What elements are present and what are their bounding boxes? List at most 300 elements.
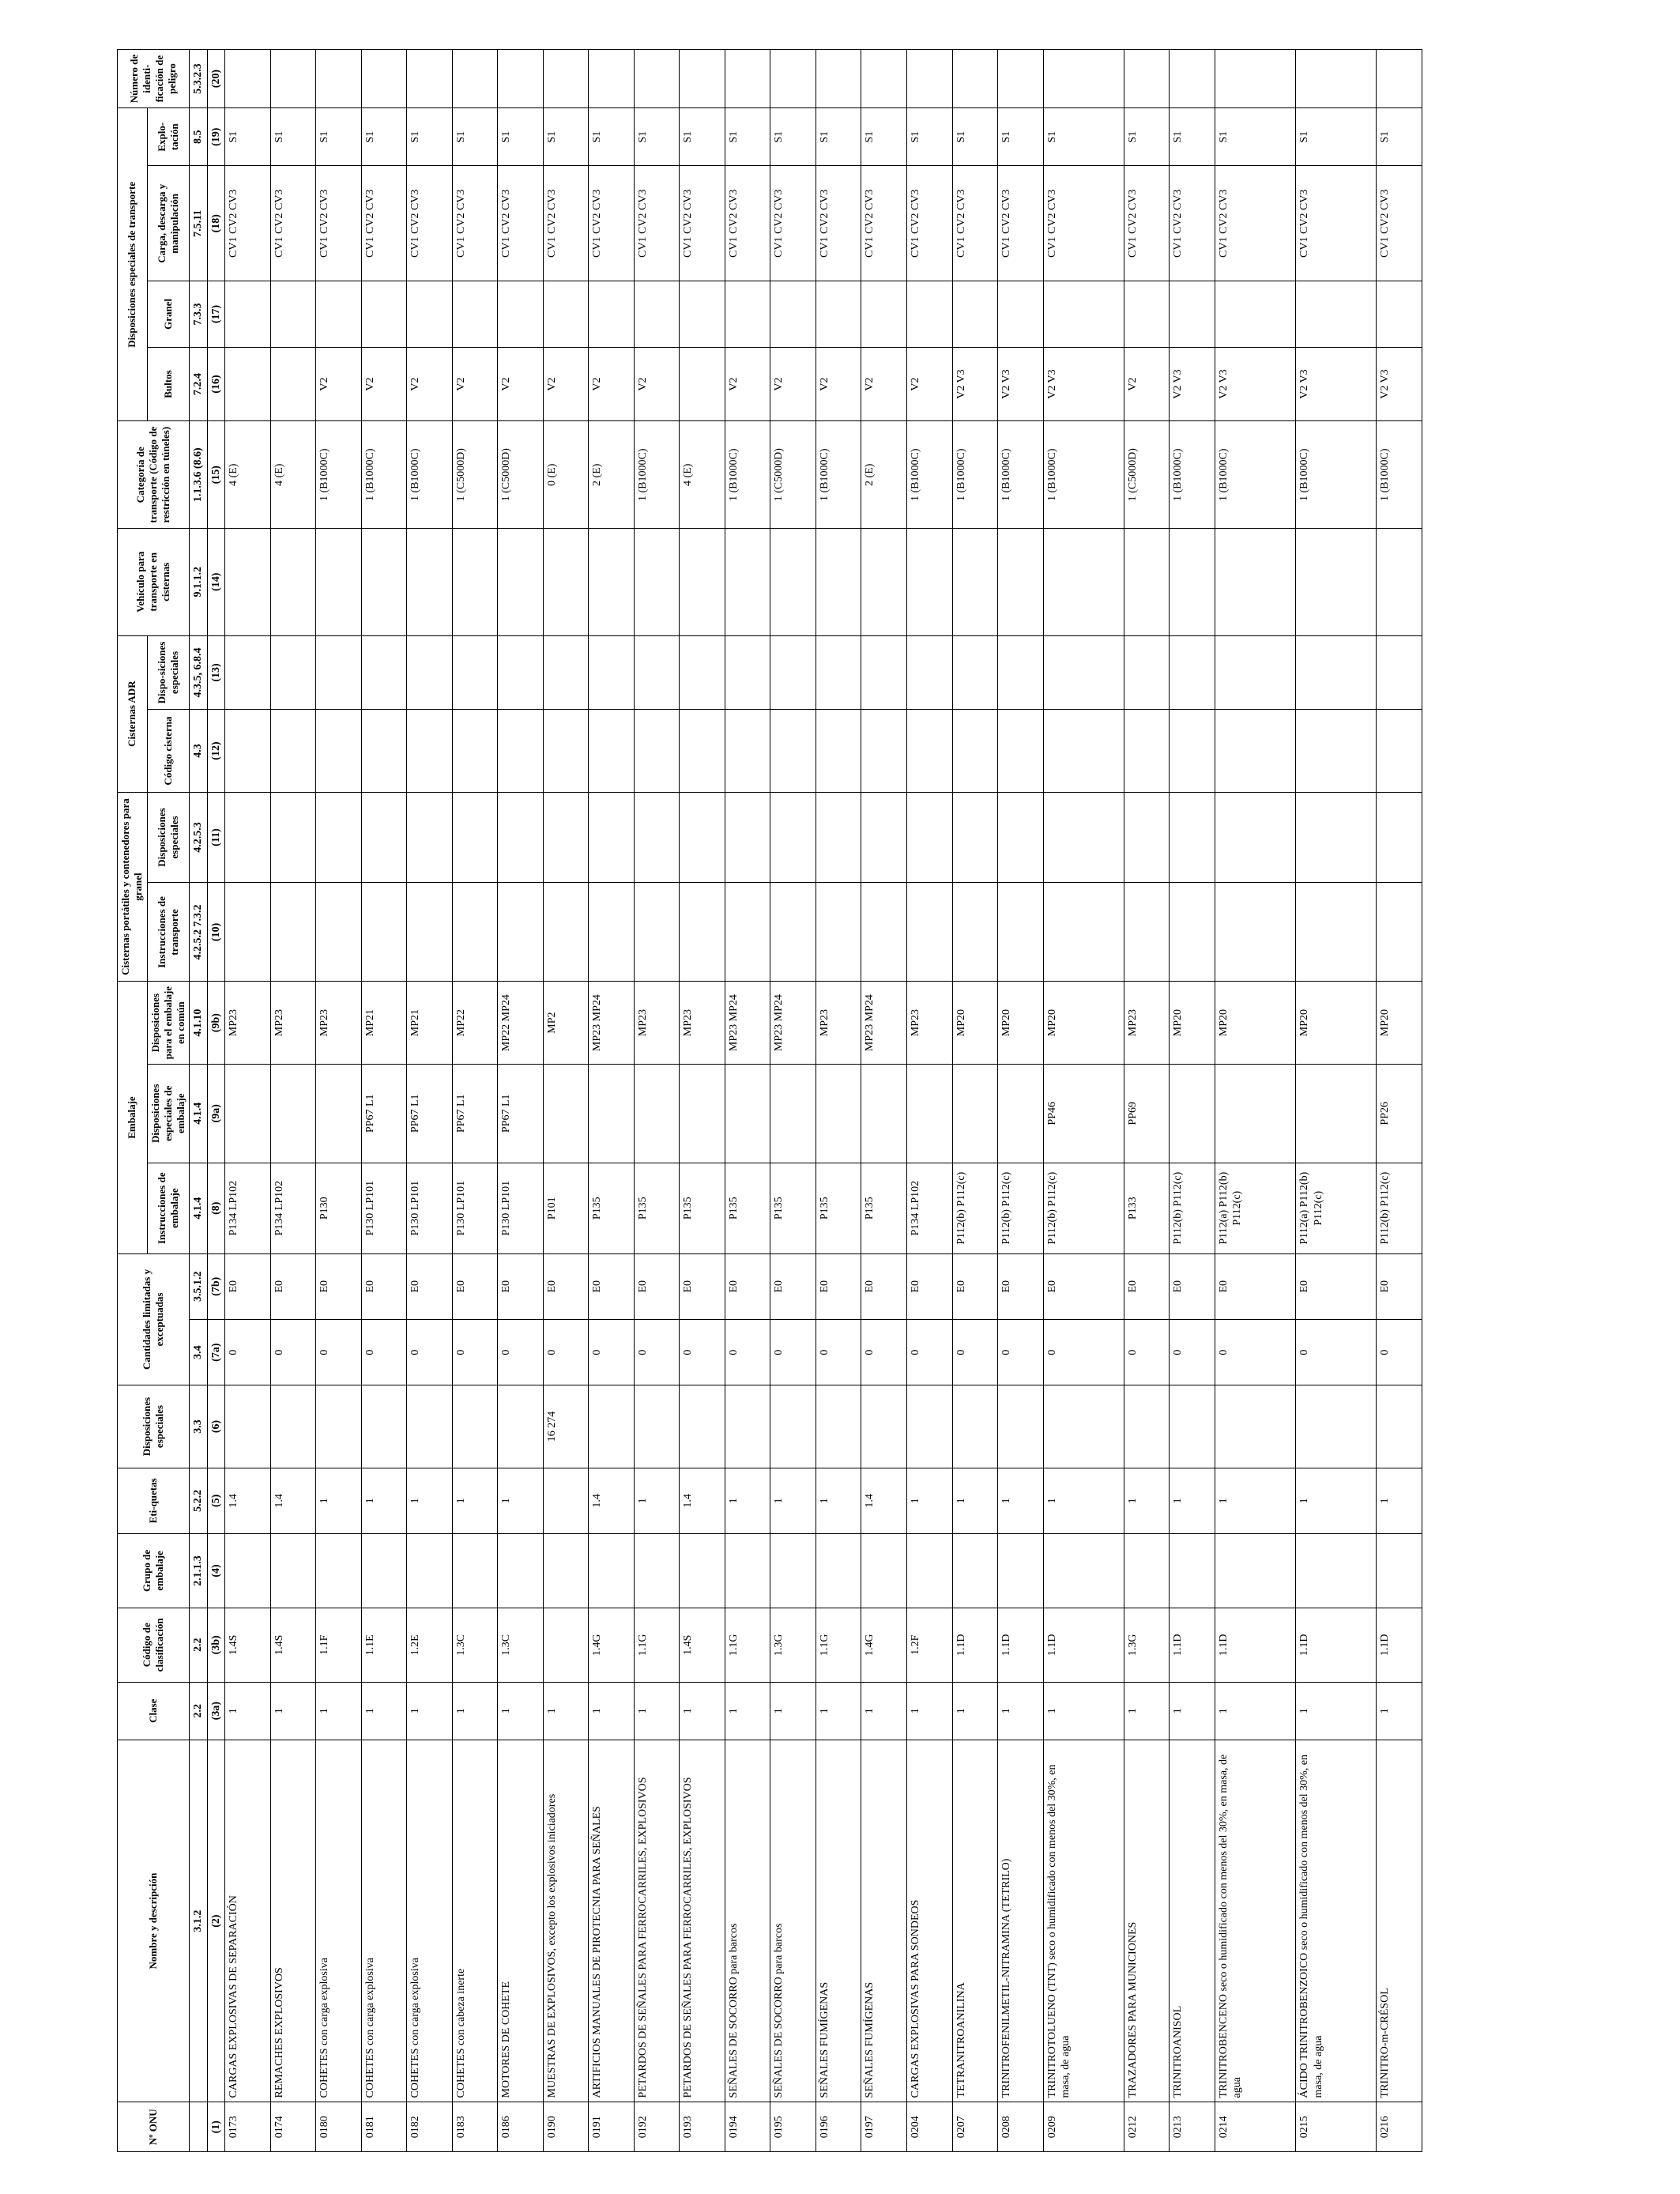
class-cell: 1 xyxy=(1377,1682,1422,1740)
labels-cell: 1.4 xyxy=(589,1468,635,1533)
transport-instruction-cell xyxy=(407,883,453,982)
table-row xyxy=(225,50,271,2152)
mixed-packing-cell: MP20 xyxy=(1215,982,1295,1064)
column-number-cell: (2) xyxy=(207,1740,225,2102)
excepted-quantity-cell: E0 xyxy=(861,1253,907,1319)
labels-cell: 1.4 xyxy=(270,1468,316,1533)
name-cell: MUESTRAS DE EXPLOSIVOS, excepto los explosivos iniciadores xyxy=(543,1740,589,2102)
classification-code-cell: 1.1E xyxy=(361,1608,407,1682)
tank-special-cell xyxy=(634,792,680,883)
classification-code-cell: 1.1D xyxy=(1043,1608,1124,1682)
table-row xyxy=(861,50,907,2152)
un-number-cell: 0212 xyxy=(1124,2102,1170,2152)
operation-provision-cell: S1 xyxy=(770,108,816,166)
operation-provision-cell: S1 xyxy=(452,108,498,166)
tank-vehicle-cell xyxy=(1215,529,1295,636)
transport-category-cell: 1 (C5000D) xyxy=(498,421,544,529)
table-row xyxy=(1170,50,1215,2152)
operation-provision-cell: S1 xyxy=(316,108,362,166)
tank-code-cell xyxy=(543,710,589,792)
name-cell: PETARDOS DE SEÑALES PARA FERROCARRILES, EXPLOSIVOS xyxy=(680,1740,725,2102)
mixed-packing-cell: MP23 xyxy=(1124,982,1170,1064)
bulk-provision-cell xyxy=(1043,281,1124,347)
tank-vehicle-cell xyxy=(316,529,362,636)
transport-instruction-cell xyxy=(770,883,816,982)
tank-special-cell xyxy=(861,792,907,883)
mixed-packing-cell: MP23 xyxy=(634,982,680,1064)
tank-code-cell xyxy=(725,710,770,792)
special-provisions-cell xyxy=(1043,1385,1124,1468)
transport-instruction-cell xyxy=(680,883,725,982)
column-number-cell: (9a) xyxy=(207,1064,225,1163)
transport-category-cell: 1 (B1000C) xyxy=(816,421,861,529)
excepted-quantity-cell: E0 xyxy=(725,1253,770,1319)
tank-vehicle-cell xyxy=(998,529,1044,636)
hazard-id-cell xyxy=(498,50,544,108)
tank-vehicle-cell xyxy=(589,529,635,636)
loading-provision-cell: CV1 CV2 CV3 xyxy=(770,166,816,281)
transport-category-cell: 4 (E) xyxy=(680,421,725,529)
column-number-cell: (11) xyxy=(207,792,225,883)
table-row xyxy=(680,50,725,2152)
un-number-cell: 0208 xyxy=(998,2102,1044,2152)
column-number-cell: (5) xyxy=(207,1468,225,1533)
class-cell: 1 xyxy=(680,1682,725,1740)
transport-instruction-cell xyxy=(1377,883,1422,982)
column-number-cell: (8) xyxy=(207,1163,225,1253)
reference-cell: 7.3.3 xyxy=(190,281,208,347)
hazard-id-cell xyxy=(816,50,861,108)
name-cell: PETARDOS DE SEÑALES PARA FERROCARRILES, EXPLOSIVOS xyxy=(634,1740,680,2102)
packages-provision-cell: V2 V3 xyxy=(1296,347,1377,421)
transport-category-cell: 2 (E) xyxy=(589,421,635,529)
operation-provision-cell: S1 xyxy=(1043,108,1124,166)
packing-group-cell xyxy=(270,1534,316,1608)
transport-instruction-cell xyxy=(1215,883,1295,982)
un-number-cell: 0195 xyxy=(770,2102,816,2152)
column-number-cell: (14) xyxy=(207,529,225,636)
transport-instruction-cell xyxy=(998,883,1044,982)
class-cell: 1 xyxy=(270,1682,316,1740)
table-row xyxy=(452,50,498,2152)
tank-special-cell xyxy=(225,792,271,883)
special-provisions-cell xyxy=(680,1385,725,1468)
mixed-packing-cell: MP20 xyxy=(1296,982,1377,1064)
transport-instruction-cell xyxy=(952,883,998,982)
tank-code-cell xyxy=(1170,710,1215,792)
un-number-cell: 0174 xyxy=(270,2102,316,2152)
reference-cell: 2.2 xyxy=(190,1608,208,1682)
class-cell: 1 xyxy=(316,1682,362,1740)
bulk-provision-cell xyxy=(1296,281,1377,347)
limited-quantity-cell: 0 xyxy=(906,1319,952,1385)
packing-group-cell xyxy=(225,1534,271,1608)
reference-cell: 4.2.5.2 7.3.2 xyxy=(190,883,208,982)
limited-quantity-cell: 0 xyxy=(861,1319,907,1385)
labels-cell: 1 xyxy=(1296,1468,1377,1533)
tank-code-special-cell xyxy=(952,635,998,710)
hazard-id-cell xyxy=(225,50,271,108)
tank-special-cell xyxy=(1124,792,1170,883)
tank-special-cell xyxy=(906,792,952,883)
excepted-quantity-cell: E0 xyxy=(1043,1253,1124,1319)
tank-code-cell xyxy=(498,710,544,792)
packages-provision-cell xyxy=(680,347,725,421)
packages-provision-cell: V2 V3 xyxy=(1377,347,1422,421)
un-number-cell: 0182 xyxy=(407,2102,453,2152)
special-packing-cell xyxy=(725,1064,770,1163)
limited-quantity-cell: 0 xyxy=(1043,1319,1124,1385)
transport-category-cell: 1 (B1000C) xyxy=(407,421,453,529)
packages-provision-cell: V2 xyxy=(634,347,680,421)
table-row xyxy=(998,50,1044,2152)
transport-instruction-cell xyxy=(906,883,952,982)
class-cell: 1 xyxy=(725,1682,770,1740)
name-cell: TRINITROBENCENO seco o humidificado con menos del 30%, en masa, de agua xyxy=(1215,1740,1295,2102)
special-packing-cell xyxy=(1296,1064,1377,1163)
hazard-id-cell xyxy=(634,50,680,108)
bulk-provision-cell xyxy=(498,281,544,347)
transport-category-cell: 0 (E) xyxy=(543,421,589,529)
packing-group-cell xyxy=(725,1534,770,1608)
bulk-provision-cell xyxy=(589,281,635,347)
tank-code-special-cell xyxy=(543,635,589,710)
column-number-cell: (4) xyxy=(207,1534,225,1608)
mixed-packing-cell: MP20 xyxy=(1170,982,1215,1064)
un-number-cell: 0186 xyxy=(498,2102,544,2152)
table-row xyxy=(270,50,316,2152)
limited-quantity-cell: 0 xyxy=(770,1319,816,1385)
transport-instruction-cell xyxy=(634,883,680,982)
bulk-provision-cell xyxy=(1170,281,1215,347)
loading-provision-cell: CV1 CV2 CV3 xyxy=(861,166,907,281)
special-packing-cell: PP26 xyxy=(1377,1064,1422,1163)
special-packing-cell xyxy=(543,1064,589,1163)
hazard-id-cell xyxy=(316,50,362,108)
transport-instruction-cell xyxy=(543,883,589,982)
packing-group-cell xyxy=(1296,1534,1377,1608)
un-number-cell: 0181 xyxy=(361,2102,407,2152)
transport-instruction-cell xyxy=(589,883,635,982)
mixed-packing-cell: MP20 xyxy=(998,982,1044,1064)
transport-instruction-cell xyxy=(1043,883,1124,982)
tank-special-cell xyxy=(407,792,453,883)
class-cell: 1 xyxy=(770,1682,816,1740)
classification-code-cell: 1.1G xyxy=(816,1608,861,1682)
table-row xyxy=(725,50,770,2152)
tank-special-cell xyxy=(361,792,407,883)
excepted-quantity-cell: E0 xyxy=(1124,1253,1170,1319)
operation-provision-cell: S1 xyxy=(816,108,861,166)
packing-instruction-cell: P101 xyxy=(543,1163,589,1253)
labels-cell: 1 xyxy=(906,1468,952,1533)
tank-code-cell xyxy=(1296,710,1377,792)
packing-group-cell xyxy=(906,1534,952,1608)
mixed-packing-cell: MP23 MP24 xyxy=(725,982,770,1064)
column-number-cell: (1) xyxy=(207,2102,225,2152)
un-number-cell: 0197 xyxy=(861,2102,907,2152)
reference-cell: 7.2.4 xyxy=(190,347,208,421)
packages-provision-cell: V2 V3 xyxy=(952,347,998,421)
special-provisions-cell xyxy=(589,1385,635,1468)
operation-provision-cell: S1 xyxy=(906,108,952,166)
bulk-provision-cell xyxy=(316,281,362,347)
class-cell: 1 xyxy=(225,1682,271,1740)
limited-quantity-cell: 0 xyxy=(998,1319,1044,1385)
tank-code-cell xyxy=(906,710,952,792)
tank-special-cell xyxy=(680,792,725,883)
special-provisions-cell xyxy=(998,1385,1044,1468)
column-number-cell: (19) xyxy=(207,108,225,166)
transport-instruction-cell xyxy=(1124,883,1170,982)
operation-provision-cell: S1 xyxy=(543,108,589,166)
un-number-cell: 0192 xyxy=(634,2102,680,2152)
excepted-quantity-cell: E0 xyxy=(361,1253,407,1319)
excepted-quantity-cell: E0 xyxy=(770,1253,816,1319)
packing-instruction-cell: P130 LP101 xyxy=(498,1163,544,1253)
header-limited-quantities: Cantidades limitadas y exceptuadas xyxy=(118,1253,190,1385)
tank-code-special-cell xyxy=(998,635,1044,710)
hazard-id-cell xyxy=(1124,50,1170,108)
classification-code-cell: 1.2E xyxy=(407,1608,453,1682)
excepted-quantity-cell: E0 xyxy=(407,1253,453,1319)
bulk-provision-cell xyxy=(725,281,770,347)
labels-cell xyxy=(543,1468,589,1533)
tank-code-special-cell xyxy=(452,635,498,710)
tank-vehicle-cell xyxy=(1124,529,1170,636)
transport-category-cell: 1 (B1000C) xyxy=(725,421,770,529)
operation-provision-cell: S1 xyxy=(1170,108,1215,166)
limited-quantity-cell: 0 xyxy=(816,1319,861,1385)
limited-quantity-cell: 0 xyxy=(952,1319,998,1385)
special-provisions-cell xyxy=(407,1385,453,1468)
transport-instruction-cell xyxy=(498,883,544,982)
special-packing-cell: PP69 xyxy=(1124,1064,1170,1163)
tank-code-cell xyxy=(361,710,407,792)
class-cell: 1 xyxy=(1124,1682,1170,1740)
packing-group-cell xyxy=(952,1534,998,1608)
tank-code-cell xyxy=(589,710,635,792)
operation-provision-cell: S1 xyxy=(634,108,680,166)
special-provisions-cell xyxy=(498,1385,544,1468)
class-cell: 1 xyxy=(1043,1682,1124,1740)
packing-group-cell xyxy=(816,1534,861,1608)
bulk-provision-cell xyxy=(770,281,816,347)
column-number-row xyxy=(207,50,225,2152)
tank-code-special-cell xyxy=(225,635,271,710)
packing-instruction-cell: P112(b) P112(c) xyxy=(1043,1163,1124,1253)
loading-provision-cell: CV1 CV2 CV3 xyxy=(316,166,362,281)
tank-special-cell xyxy=(1043,792,1124,883)
tank-code-special-cell xyxy=(906,635,952,710)
table-row xyxy=(407,50,453,2152)
hazard-id-cell xyxy=(725,50,770,108)
header-hazard-id: Número de identi-ficación de peligro xyxy=(118,50,190,108)
classification-code-cell: 1.4S xyxy=(680,1608,725,1682)
header-packing-instructions: Instrucciones de embalaje xyxy=(147,1163,190,1253)
packages-provision-cell: V2 V3 xyxy=(1215,347,1295,421)
column-number-cell: (20) xyxy=(207,50,225,108)
table-row xyxy=(1296,50,1377,2152)
mixed-packing-cell: MP23 xyxy=(816,982,861,1064)
table-row xyxy=(816,50,861,2152)
reference-cell: 4.3.5, 6.8.4 xyxy=(190,635,208,710)
mixed-packing-cell: MP20 xyxy=(1377,982,1422,1064)
reference-cell: 4.2.5.3 xyxy=(190,792,208,883)
table-row xyxy=(589,50,635,2152)
labels-cell: 1.4 xyxy=(680,1468,725,1533)
tank-code-special-cell xyxy=(498,635,544,710)
limited-quantity-cell: 0 xyxy=(1377,1319,1422,1385)
packing-group-cell xyxy=(498,1534,544,1608)
classification-code-cell: 1.3G xyxy=(1124,1608,1170,1682)
special-packing-cell xyxy=(952,1064,998,1163)
operation-provision-cell: S1 xyxy=(1215,108,1295,166)
mixed-packing-cell: MP23 xyxy=(316,982,362,1064)
packages-provision-cell xyxy=(225,347,271,421)
name-cell: REMACHES EXPLOSIVOS xyxy=(270,1740,316,2102)
un-number-cell: 0173 xyxy=(225,2102,271,2152)
loading-provision-cell: CV1 CV2 CV3 xyxy=(634,166,680,281)
mixed-packing-cell: MP23 xyxy=(225,982,271,1064)
name-cell: SEÑALES DE SOCORRO para barcos xyxy=(770,1740,816,2102)
limited-quantity-cell: 0 xyxy=(1296,1319,1377,1385)
labels-cell: 1 xyxy=(452,1468,498,1533)
hazard-id-cell xyxy=(770,50,816,108)
packing-group-cell xyxy=(361,1534,407,1608)
classification-code-cell: 1.1G xyxy=(634,1608,680,1682)
header-transport-instructions: Instrucciones de transporte xyxy=(147,883,190,982)
operation-provision-cell: S1 xyxy=(361,108,407,166)
limited-quantity-cell: 0 xyxy=(634,1319,680,1385)
special-provisions-cell xyxy=(452,1385,498,1468)
labels-cell: 1 xyxy=(498,1468,544,1533)
tank-code-cell xyxy=(1215,710,1295,792)
un-number-cell: 0193 xyxy=(680,2102,725,2152)
operation-provision-cell: S1 xyxy=(1296,108,1377,166)
header-class: Clase xyxy=(118,1682,190,1740)
class-cell: 1 xyxy=(861,1682,907,1740)
bulk-provision-cell xyxy=(998,281,1044,347)
tank-code-cell xyxy=(316,710,362,792)
packing-instruction-cell: P135 xyxy=(680,1163,725,1253)
transport-category-cell: 1 (B1000C) xyxy=(906,421,952,529)
table-row xyxy=(770,50,816,2152)
un-number-cell: 0207 xyxy=(952,2102,998,2152)
transport-instruction-cell xyxy=(816,883,861,982)
un-number-cell: 0190 xyxy=(543,2102,589,2152)
header-operation: Explo-tación xyxy=(147,108,190,166)
transport-instruction-cell xyxy=(452,883,498,982)
reference-cell: 8.5 xyxy=(190,108,208,166)
mixed-packing-cell: MP2 xyxy=(543,982,589,1064)
tank-code-cell xyxy=(1124,710,1170,792)
excepted-quantity-cell: E0 xyxy=(680,1253,725,1319)
tank-special-cell xyxy=(725,792,770,883)
operation-provision-cell: S1 xyxy=(407,108,453,166)
packages-provision-cell: V2 xyxy=(316,347,362,421)
transport-category-cell: 1 (B1000C) xyxy=(952,421,998,529)
reference-cell: 1.1.3.6 (8.6) xyxy=(190,421,208,529)
mixed-packing-cell: MP23 MP24 xyxy=(861,982,907,1064)
classification-code-cell: 1.4S xyxy=(225,1608,271,1682)
reference-cell: 4.1.4 xyxy=(190,1064,208,1163)
class-cell: 1 xyxy=(589,1682,635,1740)
tank-code-special-cell xyxy=(725,635,770,710)
loading-provision-cell: CV1 CV2 CV3 xyxy=(1170,166,1215,281)
operation-provision-cell: S1 xyxy=(952,108,998,166)
operation-provision-cell: S1 xyxy=(1377,108,1422,166)
excepted-quantity-cell: E0 xyxy=(998,1253,1044,1319)
limited-quantity-cell: 0 xyxy=(725,1319,770,1385)
column-number-cell: (9b) xyxy=(207,982,225,1064)
reference-cell: 7.5.11 xyxy=(190,166,208,281)
special-provisions-cell xyxy=(725,1385,770,1468)
transport-category-cell: 1 (B1000C) xyxy=(316,421,362,529)
transport-instruction-cell xyxy=(1296,883,1377,982)
special-packing-cell xyxy=(770,1064,816,1163)
class-cell: 1 xyxy=(952,1682,998,1740)
table-row xyxy=(1377,50,1422,2152)
header-portable-tanks: Cisternas portátiles y contenedores para granel xyxy=(118,792,148,982)
tank-code-special-cell xyxy=(589,635,635,710)
packages-provision-cell: V2 xyxy=(589,347,635,421)
loading-provision-cell: CV1 CV2 CV3 xyxy=(1215,166,1295,281)
excepted-quantity-cell: E0 xyxy=(1296,1253,1377,1319)
operation-provision-cell: S1 xyxy=(270,108,316,166)
name-cell: ARTIFICIOS MANUALES DE PIROTECNIA PARA SEÑALES xyxy=(589,1740,635,2102)
packing-group-cell xyxy=(1377,1534,1422,1608)
packages-provision-cell: V2 xyxy=(498,347,544,421)
special-packing-cell xyxy=(906,1064,952,1163)
classification-code-cell: 1.3C xyxy=(498,1608,544,1682)
tank-vehicle-cell xyxy=(952,529,998,636)
classification-code-cell: 1.3C xyxy=(452,1608,498,1682)
classification-code-cell: 1.1D xyxy=(1296,1608,1377,1682)
name-cell: TRINITRO-m-CRÉSOL xyxy=(1377,1740,1422,2102)
header-tank-code-special: Dispo-siciones especiales xyxy=(147,635,190,710)
special-provisions-cell xyxy=(634,1385,680,1468)
limited-quantity-cell: 0 xyxy=(1124,1319,1170,1385)
special-packing-cell: PP67 L1 xyxy=(407,1064,453,1163)
table-row xyxy=(1043,50,1124,2152)
mixed-packing-cell: MP20 xyxy=(1043,982,1124,1064)
tank-code-cell xyxy=(270,710,316,792)
excepted-quantity-cell: E0 xyxy=(952,1253,998,1319)
mixed-packing-cell: MP20 xyxy=(952,982,998,1064)
hazard-id-cell xyxy=(589,50,635,108)
bulk-provision-cell xyxy=(1215,281,1295,347)
tank-code-cell xyxy=(816,710,861,792)
packing-instruction-cell: P135 xyxy=(634,1163,680,1253)
packages-provision-cell: V2 xyxy=(816,347,861,421)
special-packing-cell: PP67 L1 xyxy=(361,1064,407,1163)
tank-code-special-cell xyxy=(816,635,861,710)
classification-code-cell: 1.2F xyxy=(906,1608,952,1682)
tank-code-cell xyxy=(998,710,1044,792)
excepted-quantity-cell: E0 xyxy=(270,1253,316,1319)
hazard-id-cell xyxy=(998,50,1044,108)
name-cell: ÁCIDO TRINITROBENZOICO seco o humidificado con menos del 30%, en masa, de agua xyxy=(1296,1740,1377,2102)
labels-cell: 1 xyxy=(634,1468,680,1533)
special-provisions-cell xyxy=(770,1385,816,1468)
un-number-cell: 0209 xyxy=(1043,2102,1124,2152)
labels-cell: 1 xyxy=(1124,1468,1170,1533)
tank-vehicle-cell xyxy=(361,529,407,636)
bulk-provision-cell xyxy=(225,281,271,347)
name-cell: SEÑALES FUMÍGENAS xyxy=(861,1740,907,2102)
bulk-provision-cell xyxy=(1377,281,1422,347)
